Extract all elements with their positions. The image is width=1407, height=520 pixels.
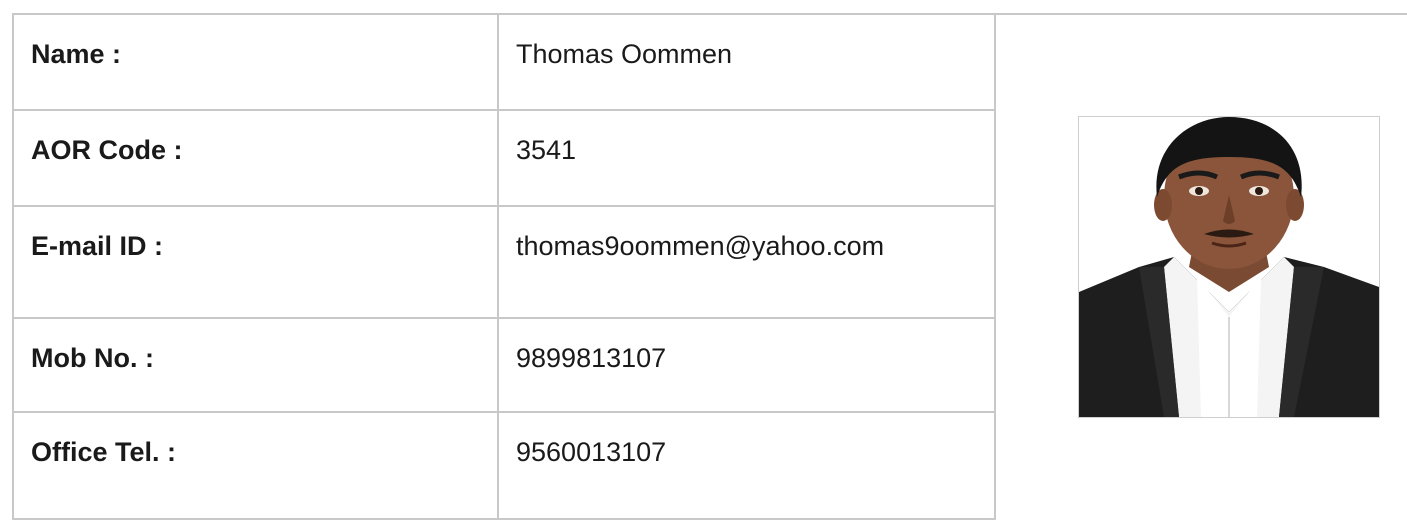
email-value: thomas9oommen@yahoo.com: [498, 206, 995, 318]
table-row-name: [13, 14, 1407, 110]
email-label: E-mail ID :: [13, 206, 498, 318]
office-label: Office Tel. :: [13, 412, 498, 519]
person-photo-icon: [1079, 117, 1379, 417]
name-label: Name :: [13, 14, 498, 110]
aor-value: 3541: [498, 110, 995, 206]
mob-label: Mob No. :: [13, 318, 498, 412]
name-value: Thomas Oommen: [498, 14, 995, 110]
profile-table: [12, 13, 1407, 520]
photo-cell: [995, 14, 1407, 519]
profile-photo: [1078, 116, 1380, 418]
office-value: 9560013107: [498, 412, 995, 519]
aor-label: AOR Code :: [13, 110, 498, 206]
mob-value: 9899813107: [498, 318, 995, 412]
